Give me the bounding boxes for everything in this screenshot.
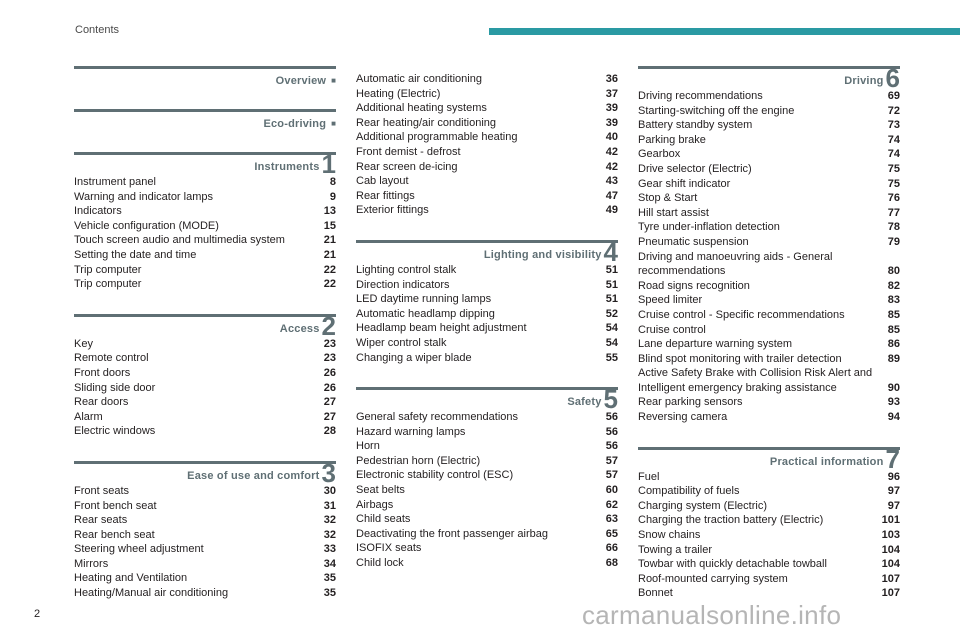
toc-entry-label: Wiper control stalk <box>356 336 447 349</box>
toc-entry-page: 42 <box>605 145 618 158</box>
toc-entry[interactable] <box>356 145 618 160</box>
toc-entry[interactable] <box>74 366 336 381</box>
toc-entry[interactable] <box>356 527 618 542</box>
toc-entry-label: Heating/Manual air conditioning <box>74 587 229 600</box>
toc-entry-page: 42 <box>605 160 618 173</box>
toc-entry[interactable] <box>638 337 900 352</box>
toc-entry-label: Road signs recognition <box>638 279 750 292</box>
toc-entry[interactable] <box>638 470 900 485</box>
toc-column-3 <box>638 63 900 601</box>
toc-entry-page: 40 <box>605 131 618 144</box>
toc-entry-page: 97 <box>887 485 900 498</box>
toc-entry-label: Steering wheel adjustment <box>74 543 204 556</box>
toc-entry-label: Rear parking sensors <box>638 396 743 409</box>
toc-entry-label: Blind spot monitoring with trailer detection <box>638 352 842 365</box>
toc-entry-page: 32 <box>323 528 336 541</box>
toc-entry-page: 30 <box>323 484 336 497</box>
toc-entry[interactable] <box>356 87 618 102</box>
section-number: 5 <box>603 384 618 415</box>
toc-entry[interactable] <box>356 174 618 189</box>
toc-entry-label: Front bench seat <box>74 499 157 512</box>
toc-entry-page: 82 <box>887 279 900 292</box>
toc-entry-label: Vehicle configuration (MODE) <box>74 219 219 232</box>
toc-entry[interactable] <box>638 528 900 543</box>
toc-entry-page: 52 <box>605 307 618 320</box>
toc-entry[interactable] <box>74 410 336 425</box>
section-title[interactable]: Safety <box>567 396 602 409</box>
toc-entry-label: Cruise control <box>638 323 706 336</box>
toc-entry-page: 104 <box>881 543 900 556</box>
section-number: 2 <box>321 310 336 341</box>
section-header <box>74 69 336 89</box>
toc-section-continued <box>356 72 618 218</box>
toc-entry[interactable] <box>356 130 618 145</box>
toc-entry[interactable] <box>356 336 618 351</box>
toc-entry-page: 77 <box>887 206 900 219</box>
toc-entry-label: Automatic air conditioning <box>356 73 482 85</box>
toc-entry-page: 35 <box>323 587 336 600</box>
section-header <box>74 112 336 132</box>
toc-entry[interactable] <box>638 250 900 279</box>
toc-entry-page: 39 <box>605 116 618 129</box>
toc-entry-page: 32 <box>323 514 336 527</box>
toc-entry-page: 21 <box>323 248 336 261</box>
toc-entry[interactable] <box>74 484 336 499</box>
toc-entry-label: Changing a wiper blade <box>356 351 472 364</box>
toc-entry-label: Pedestrian horn (Electric) <box>356 454 481 467</box>
section-number: 4 <box>603 236 618 267</box>
toc-entry-label: Lane departure warning system <box>638 338 793 351</box>
section-number: 6 <box>885 63 900 93</box>
toc-entry-page: 74 <box>887 148 900 161</box>
toc-entry-label: Rear fittings <box>356 189 415 202</box>
toc-entry-page: 51 <box>605 293 618 306</box>
toc-entry-page: 72 <box>887 104 900 117</box>
toc-entry[interactable] <box>356 439 618 454</box>
toc-entry-page: 49 <box>605 204 618 217</box>
toc-entry[interactable] <box>356 101 618 116</box>
toc-section-access <box>74 310 336 439</box>
toc-entry-label: Automatic headlamp dipping <box>356 307 495 320</box>
toc-entry-label: Gearbox <box>638 148 681 161</box>
toc-entry[interactable] <box>638 543 900 558</box>
toc-entry-label: LED daytime running lamps <box>356 293 492 306</box>
toc-entry-page: 39 <box>605 102 618 115</box>
toc-entry-page: 56 <box>605 425 618 438</box>
toc-entry-label: Drive selector (Electric) <box>638 162 752 175</box>
toc-entry-label: Fuel <box>638 470 660 483</box>
toc-entry-page: 62 <box>605 498 618 511</box>
toc-entry-label: Key <box>74 337 93 350</box>
toc-entry-page: 23 <box>323 352 336 365</box>
toc-entry-label: Instrument panel <box>74 176 156 188</box>
section-title[interactable]: Instruments <box>254 161 320 173</box>
toc-entry-label: Active Safety Brake with Collision Risk Alert and Intelligent emergency braking assistance <box>638 367 873 394</box>
toc-entry-page: 75 <box>887 177 900 190</box>
toc-entry[interactable] <box>356 454 618 469</box>
toc-entry[interactable] <box>638 220 900 235</box>
toc-section-lighting-and-visibility <box>356 236 618 365</box>
toc-entry[interactable] <box>74 424 336 439</box>
toc-entry-page: 97 <box>887 499 900 512</box>
toc-entry-label: Charging system (Electric) <box>638 499 767 512</box>
toc-entry-page: 76 <box>887 192 900 205</box>
toc-entry[interactable] <box>638 147 900 162</box>
section-title[interactable]: Practical information <box>769 455 884 468</box>
toc-entry[interactable] <box>74 277 336 292</box>
section-header <box>74 457 336 488</box>
toc-entry-page: 94 <box>887 411 900 424</box>
toc-entry-page: 83 <box>887 294 900 307</box>
toc-entry[interactable] <box>356 116 618 131</box>
page-header-title: Contents <box>75 24 120 36</box>
toc-section-practical-information <box>638 443 900 601</box>
toc-entry-label: Parking brake <box>638 133 706 146</box>
toc-entry-label: Towbar with quickly detachable towball <box>638 558 827 571</box>
toc-entry-page: 54 <box>605 322 618 335</box>
section-title[interactable]: Lighting and visibility <box>483 248 602 261</box>
toc-entry-label: General safety recommendations <box>356 411 519 424</box>
toc-entry[interactable] <box>356 72 618 87</box>
toc-entry[interactable] <box>638 293 900 308</box>
toc-entry-page: 69 <box>887 90 900 102</box>
toc-entry-page: 89 <box>887 352 900 365</box>
toc-entry-label: Gear shift indicator <box>638 177 731 190</box>
toc-entry-page: 47 <box>605 189 618 202</box>
toc-entry-page: 90 <box>887 381 900 394</box>
toc-entry-page: 103 <box>881 529 900 542</box>
toc-entry-label: Tyre under-inflation detection <box>638 221 780 234</box>
toc-entry-label: Speed limiter <box>638 294 703 307</box>
toc-entry-label: Front demist - defrost <box>356 145 461 158</box>
toc-entry-page: 101 <box>881 514 900 527</box>
toc-entry-page: 57 <box>605 469 618 482</box>
toc-entry-page: 13 <box>323 205 336 218</box>
toc-entry-label: Indicators <box>74 205 122 218</box>
toc-entry-label: Electric windows <box>74 425 156 438</box>
toc-entry[interactable] <box>74 263 336 278</box>
toc-entry-label: Front seats <box>74 484 130 497</box>
toc-entry-label: Charging the traction battery (Electric) <box>638 514 824 527</box>
toc-entry-page: 63 <box>605 513 618 526</box>
toc-entry[interactable] <box>638 308 900 323</box>
section-header <box>638 63 900 93</box>
toc-section-driving <box>638 63 900 425</box>
toc-entry-label: Alarm <box>74 410 103 423</box>
toc-entry-page: 93 <box>887 396 900 409</box>
toc-entry-page: 51 <box>605 263 618 276</box>
toc-entry[interactable] <box>74 557 336 572</box>
toc-entry[interactable] <box>638 89 900 104</box>
toc-entry[interactable] <box>638 177 900 192</box>
toc-entry[interactable] <box>638 513 900 528</box>
section-header <box>356 236 618 267</box>
toc-entry-label: Electronic stability control (ESC) <box>356 469 514 482</box>
toc-entry[interactable] <box>74 233 336 248</box>
toc-entry[interactable] <box>356 556 618 571</box>
toc-entry[interactable] <box>74 190 336 205</box>
toc-entry-label: Hill start assist <box>638 206 709 219</box>
toc-entry[interactable] <box>74 571 336 586</box>
toc-entry-page: 56 <box>605 440 618 453</box>
toc-entry-page: 107 <box>881 587 900 600</box>
toc-entry-page: 9 <box>329 190 336 203</box>
toc-entry[interactable] <box>356 189 618 204</box>
toc-entry-label: Horn <box>356 440 380 453</box>
toc-entry-label: Snow chains <box>638 529 701 542</box>
toc-entry[interactable] <box>356 498 618 513</box>
section-header <box>74 310 336 341</box>
toc-entry-label: Trip computer <box>74 263 142 276</box>
toc-entry-page: 56 <box>605 411 618 424</box>
toc-entry-page: 28 <box>323 425 336 438</box>
toc-entry[interactable] <box>638 235 900 250</box>
toc-entry[interactable] <box>638 323 900 338</box>
toc-entry-label: Driving and manoeuvring aids - General recommendations <box>638 250 833 278</box>
toc-entry-label: Rear bench seat <box>74 528 155 541</box>
toc-entry-label: Touch screen audio and multimedia system <box>74 234 285 247</box>
toc-entry[interactable] <box>74 351 336 366</box>
toc-entry-page: 86 <box>887 338 900 351</box>
toc-entry-label: Rear screen de-icing <box>356 160 458 173</box>
toc-entry-label: Battery standby system <box>638 119 753 132</box>
toc-entry[interactable] <box>74 219 336 234</box>
toc-entry-page: 104 <box>881 558 900 571</box>
toc-entry-page: 33 <box>323 543 336 556</box>
toc-entry[interactable] <box>74 586 336 601</box>
toc-entry[interactable] <box>356 292 618 307</box>
toc-entry[interactable] <box>356 541 618 556</box>
toc-entry-label: Starting-switching off the engine <box>638 104 795 117</box>
toc-entry[interactable] <box>356 512 618 527</box>
toc-entry-page: 60 <box>605 484 618 497</box>
toc-entry-page: 65 <box>605 527 618 540</box>
toc-entry[interactable] <box>638 484 900 499</box>
toc-entry[interactable] <box>638 410 900 425</box>
toc-entry-label: Direction indicators <box>356 278 450 291</box>
toc-entry-page: 36 <box>605 73 618 85</box>
toc-entry[interactable] <box>74 175 336 190</box>
toc-entry-label: Sliding side door <box>74 381 156 394</box>
toc-entry-label: Airbags <box>356 498 394 511</box>
section-number: 3 <box>321 457 336 488</box>
toc-entry[interactable] <box>638 118 900 133</box>
toc-entry[interactable] <box>638 191 900 206</box>
toc-entry-page: 78 <box>887 221 900 234</box>
toc-entry[interactable] <box>74 395 336 410</box>
toc-entry-label: Headlamp beam height adjustment <box>356 322 527 335</box>
toc-entry[interactable] <box>74 542 336 557</box>
toc-entry-label: Heating (Electric) <box>356 87 441 100</box>
toc-entry-page: 22 <box>323 263 336 276</box>
toc-entry-label: Pneumatic suspension <box>638 235 749 248</box>
toc-entry-label: Trip computer <box>74 278 142 291</box>
toc-entry-label: Deactivating the front passenger airbag <box>356 527 549 540</box>
toc-entry-label: ISOFIX seats <box>356 542 422 555</box>
toc-entry-label: Warning and indicator lamps <box>74 190 213 203</box>
header-accent-bar <box>489 28 960 35</box>
toc-entry[interactable] <box>74 248 336 263</box>
toc-entry[interactable] <box>638 557 900 572</box>
toc-entry[interactable] <box>356 483 618 498</box>
toc-entry-page: 8 <box>329 176 336 188</box>
toc-entry[interactable] <box>638 133 900 148</box>
toc-entry-page: 85 <box>887 308 900 321</box>
toc-entry-page: 27 <box>323 410 336 423</box>
toc-entry[interactable] <box>638 104 900 119</box>
toc-entry[interactable] <box>74 499 336 514</box>
section-number: 1 <box>321 149 336 179</box>
toc-entry-page: 43 <box>605 175 618 188</box>
section-title[interactable]: Ease of use and comfort <box>187 469 320 482</box>
watermark: carmanualsonline.info <box>582 600 842 630</box>
toc-entry[interactable] <box>638 586 900 601</box>
toc-entry-page: 96 <box>887 470 900 483</box>
toc-entry[interactable] <box>356 160 618 175</box>
toc-entry[interactable] <box>638 499 900 514</box>
toc-entry-page: 66 <box>605 542 618 555</box>
toc-section-eco-driving <box>74 109 336 132</box>
toc-entry-page: 54 <box>605 336 618 349</box>
toc-entry-label: Hazard warning lamps <box>356 425 466 438</box>
toc-entry-page: 26 <box>323 381 336 394</box>
toc-entry-label: Seat belts <box>356 484 405 497</box>
toc-section-instruments <box>74 149 336 292</box>
toc-entry-label: Child lock <box>356 557 404 570</box>
toc-entry[interactable] <box>638 395 900 410</box>
toc-entry-page: 107 <box>881 572 900 585</box>
toc-entry-page: 37 <box>605 87 618 100</box>
toc-entry-label: Mirrors <box>74 557 109 570</box>
toc-entry[interactable] <box>638 572 900 587</box>
toc-entry[interactable] <box>638 206 900 221</box>
toc-entry-label: Stop & Start <box>638 192 698 205</box>
toc-entry[interactable] <box>74 513 336 528</box>
page-number: 2 <box>34 608 41 620</box>
toc-entry-label: Bonnet <box>638 587 673 600</box>
toc-entry-page: 26 <box>323 366 336 379</box>
toc-entry-page: 80 <box>887 265 900 278</box>
toc-entry[interactable] <box>74 337 336 352</box>
toc-entry-label: Heating and Ventilation <box>74 572 188 585</box>
section-header <box>356 384 618 415</box>
toc-entry-label: Rear doors <box>74 396 129 409</box>
toc-entry[interactable] <box>356 410 618 425</box>
toc-entry-page: 35 <box>323 572 336 585</box>
section-title[interactable]: Access <box>279 322 320 335</box>
toc-entry-page: 68 <box>605 557 618 570</box>
toc-column-2 <box>356 72 618 571</box>
toc-entry[interactable] <box>356 425 618 440</box>
toc-entry[interactable] <box>356 263 618 278</box>
toc-entry-label: Additional heating systems <box>356 102 487 115</box>
toc-entry-label: Additional programmable heating <box>356 131 518 144</box>
toc-entry-label: Driving recommendations <box>638 90 763 102</box>
toc-entry-page: 51 <box>605 278 618 291</box>
toc-section-safety <box>356 384 618 571</box>
toc-entry-page: 22 <box>323 278 336 291</box>
toc-entry-page: 55 <box>605 351 618 364</box>
section-bullet-icon: ■ <box>331 119 336 128</box>
toc-entry-page: 79 <box>887 235 900 248</box>
toc-entry[interactable] <box>356 203 618 218</box>
toc-entry-label: Cab layout <box>356 175 409 188</box>
toc-entry-page: 74 <box>887 133 900 146</box>
section-header <box>638 443 900 474</box>
toc-entry-label: Remote control <box>74 352 149 365</box>
toc-entry[interactable] <box>74 204 336 219</box>
toc-entry-label: Rear seats <box>74 514 128 527</box>
toc-entry-page: 73 <box>887 119 900 132</box>
toc-entry[interactable] <box>356 351 618 366</box>
toc-entry-label: Front doors <box>74 366 131 379</box>
toc-entry-page: 31 <box>323 499 336 512</box>
toc-entry[interactable] <box>638 279 900 294</box>
toc-entry-label: Towing a trailer <box>638 543 712 556</box>
section-title[interactable]: Overview <box>275 75 327 87</box>
toc-entry-label: Child seats <box>356 513 411 526</box>
toc-entry-page: 23 <box>323 337 336 350</box>
toc-entry-page: 57 <box>605 454 618 467</box>
toc-entry-page: 27 <box>323 396 336 409</box>
toc-entry[interactable] <box>356 307 618 322</box>
toc-entry[interactable] <box>356 278 618 293</box>
section-title[interactable]: Eco-driving <box>263 118 327 130</box>
toc-entry-page: 85 <box>887 323 900 336</box>
toc-section-overview <box>74 66 336 89</box>
toc-entry-label: Roof-mounted carrying system <box>638 572 788 585</box>
toc-section-ease-of-use-and-comfort <box>74 457 336 601</box>
section-number: 7 <box>885 443 900 474</box>
toc-entry-page: 75 <box>887 162 900 175</box>
section-title[interactable]: Driving <box>844 75 884 87</box>
toc-entry-label: Lighting control stalk <box>356 263 457 276</box>
section-header <box>74 149 336 179</box>
toc-entry-label: Reversing camera <box>638 411 728 424</box>
toc-entry[interactable] <box>638 162 900 177</box>
toc-entry-page: 15 <box>323 219 336 232</box>
toc-entry-label: Rear heating/air conditioning <box>356 116 497 129</box>
toc-entry-label: Exterior fittings <box>356 204 429 217</box>
toc-entry[interactable] <box>356 321 618 336</box>
toc-entry[interactable] <box>356 468 618 483</box>
toc-entry[interactable] <box>638 352 900 367</box>
toc-entry-page: 34 <box>323 557 336 570</box>
section-bullet-icon: ■ <box>331 76 336 85</box>
toc-entry[interactable] <box>74 528 336 543</box>
toc-entry-label: Cruise control - Specific recommendations <box>638 308 845 321</box>
toc-entry-page: 21 <box>323 234 336 247</box>
toc-entry[interactable] <box>74 381 336 396</box>
toc-entry[interactable] <box>638 366 900 395</box>
toc-entry-label: Compatibility of fuels <box>638 485 740 498</box>
toc-entry-label: Setting the date and time <box>74 248 197 261</box>
toc-column-1 <box>74 66 336 601</box>
